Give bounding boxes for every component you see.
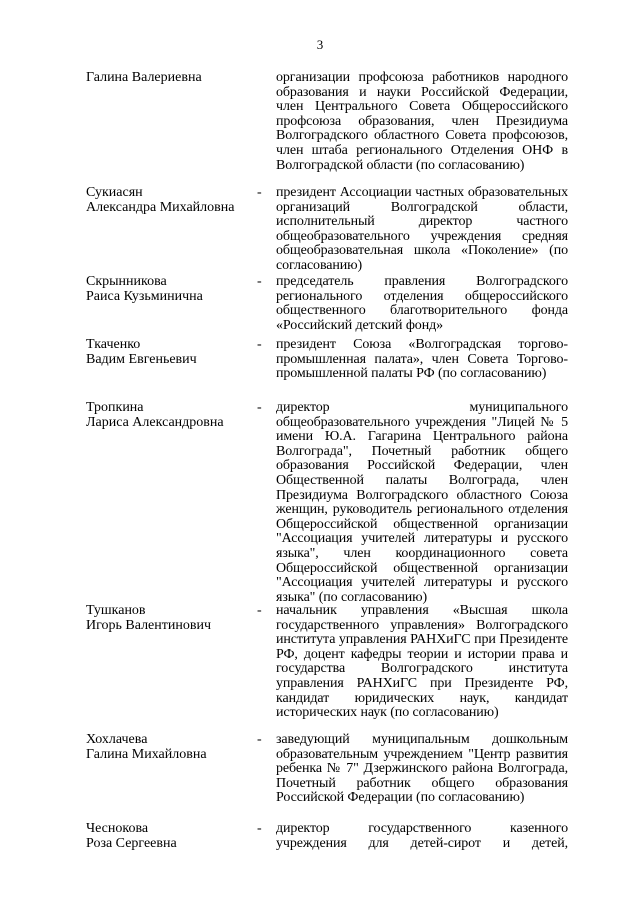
member-dash: - (257, 732, 262, 747)
member-first-names: Роза Сергеевна (86, 836, 177, 851)
member-last-name: Тропкина (86, 400, 144, 415)
member-dash: - (257, 400, 262, 415)
member-dash: - (257, 185, 262, 200)
member-first-names: Александра Михайловна (86, 200, 235, 215)
member-last-name: Сукиасян (86, 185, 143, 200)
member-last-name: Хохлачева (86, 732, 148, 747)
member-description: директор муниципального общеобразовательного учреждения "Лицей № 5 имени Ю.А. Гагарина Центрального района Волгограда", Почетный работник общего образования Российской Федерации, член Общественной палаты Волгограда, член Президиума Волгоградского областного Союза женщин, руководитель регионального отделения Общероссийской общественной организации "Ассоциация учителей литературы и русского языка", член координационного совета Общероссийской общественной организации "Ассоциация учителей литературы и русского языка" (по согласованию) (276, 400, 568, 605)
member-last-name: Тушканов (86, 603, 146, 618)
member-description: президент Ассоциации частных образовательных организаций Волгоградской области, исполнительный директор частного общеобразовательного учреждения средняя общеобразовательная школа «Поколение» (по согласованию) (276, 185, 568, 273)
member-first-names: Раиса Кузьминична (86, 289, 203, 304)
member-description: организации профсоюза работников народного образования и науки Российской Федерации, член Центрального Совета Общероссийского профсоюза образования, член Президиума Волгоградского областного Совета профсоюзов, член штаба регионального Отделения ОНФ в Волгоградской области (по согласованию) (276, 70, 568, 173)
member-dash: - (257, 603, 262, 618)
member-first-names: Лариса Александровна (86, 415, 224, 430)
member-name: Галина Валериевна (86, 70, 202, 85)
member-description: председатель правления Волгоградского регионального отделения общероссийского общественного благотворительного фонда «Российский детский фонд» (276, 274, 568, 333)
member-description: президент Союза «Волгоградская торгово-промышленная палата», член Совета Торгово-промышленной палаты РФ (по согласованию) (276, 337, 568, 382)
member-description: заведующий муниципальным дошкольным образовательным учреждением "Центр развития ребенка № 7" Дзержинского района Волгограда, Почетный работник общего образования Российской Федерации (по согласованию) (276, 732, 568, 806)
member-first-names: Галина Михайловна (86, 747, 207, 762)
member-dash: - (257, 821, 262, 836)
member-dash: - (257, 274, 262, 289)
member-dash: - (257, 337, 262, 352)
member-last-name: Скрынникова (86, 274, 167, 289)
member-first-names: Игорь Валентинович (86, 618, 212, 633)
page-number: 3 (316, 37, 324, 52)
member-last-name: Чеснокова (86, 821, 149, 836)
member-description: директор государственного казенного учреждения для детей-сирот и детей, (276, 821, 568, 851)
member-last-name: Ткаченко (86, 337, 141, 352)
member-description: начальник управления «Высшая школа государственного управления» Волгоградского института управления РАНХиГС при Президенте РФ, доцент кафедры теории и истории права и государства Волгоградского института управления РАНХиГС при Президенте РФ, кандидат юридических наук, кандидат исторических наук (по согласованию) (276, 603, 568, 721)
member-first-names: Вадим Евгеньевич (86, 352, 197, 367)
